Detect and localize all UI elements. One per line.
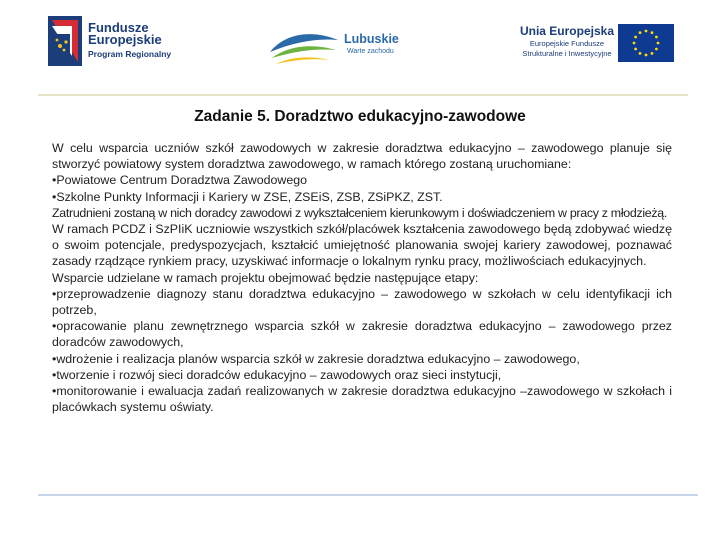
footer-divider <box>38 494 698 496</box>
paragraph-pcdz: W ramach PCDZ i SzPIiK uczniowie wszystkich szkół/placówek kształcenia zawodowego będą zdobywać wiedzę o swoim potencjale, predyspozycjach, kształcić umiejętność planowania swojej kariery zawodowej, poznawać zasady rządzące rynkiem pracy, uzyskiwać informacje o lokalnym rynku pracy, możliwościach edukacyjnych. <box>52 222 672 269</box>
list-item: •tworzenie i rozwój sieci doradców edukacyjno – zawodowych oraz sieci instytucji, <box>52 367 502 382</box>
list-item: •Powiatowe Centrum Doradztwa Zawodowego <box>52 173 308 188</box>
lubuskie-logo-icon <box>268 22 340 70</box>
paragraph-intro: W celu wsparcia uczniów szkół zawodowych w zakresie doradztwa edukacyjno – zawodowego planuje się stworzyć powiatowy system doradztwa zawodowego, w ramach którego zostaną uruchomiane: <box>52 141 672 172</box>
page-title: Zadanie 5. Doradztwo edukacyjno-zawodowe <box>194 108 526 125</box>
eu-logo-line3: Strukturalne i Inwestycyjne <box>522 49 612 58</box>
header-divider <box>38 94 688 96</box>
paragraph-advisors: Zatrudnieni zostaną w nich doradcy zawodowi z wykształceniem kierunkowym i doświadczeniem w pracy z młodzieżą. <box>52 205 668 220</box>
list-item: •Szkolne Punkty Informacji i Kariery w ZSE, ZSEiS, ZSB, ZSiPKZ, ZST. <box>52 189 443 204</box>
lubuskie-logo <box>268 22 418 72</box>
lubuskie-logo-tagline: Warte zachodu <box>347 48 394 55</box>
fe-logo-line3: Program Regionalny <box>88 49 172 59</box>
fe-logo-line1: Fundusze <box>88 20 149 35</box>
eu-flag-icon <box>618 24 674 62</box>
list-item: •przeprowadzenie diagnozy stanu doradztwa edukacyjno – zawodowego w szkołach w celu identyfikacji ich potrzeb, <box>52 286 672 318</box>
list-item: •wdrożenie i realizacja planów wsparcia szkół w zakresie doradztwa edukacyjno – zawodowego, <box>52 351 580 366</box>
paragraph-stages: Wsparcie udzielane w ramach projektu obejmować będzie następujące etapy: <box>52 270 479 285</box>
content-body <box>52 140 672 415</box>
eu-logo-line1: Unia Europejska <box>519 24 614 38</box>
list-item: •opracowanie planu zewnętrznego wsparcia szkół w zakresie doradztwa edukacyjno – zawodowego przez doradców zawodowych, <box>52 319 672 350</box>
unia-europejska-logo <box>488 22 678 72</box>
lubuskie-logo-name: Lubuskie <box>344 32 399 46</box>
fe-logo-line2: Europejskie <box>88 32 162 47</box>
fundusze-europejskie-logo <box>48 16 198 72</box>
list-item: •monitorowanie i ewaluacja zadań realizowanych w zakresie doradztwa edukacyjno –zawodowego w szkołach i placówkach systemu oświaty. <box>52 384 672 415</box>
eu-logo-line2: Europejskie Fundusze <box>529 39 605 48</box>
header <box>0 0 720 92</box>
fe-logo-icon <box>48 16 82 66</box>
